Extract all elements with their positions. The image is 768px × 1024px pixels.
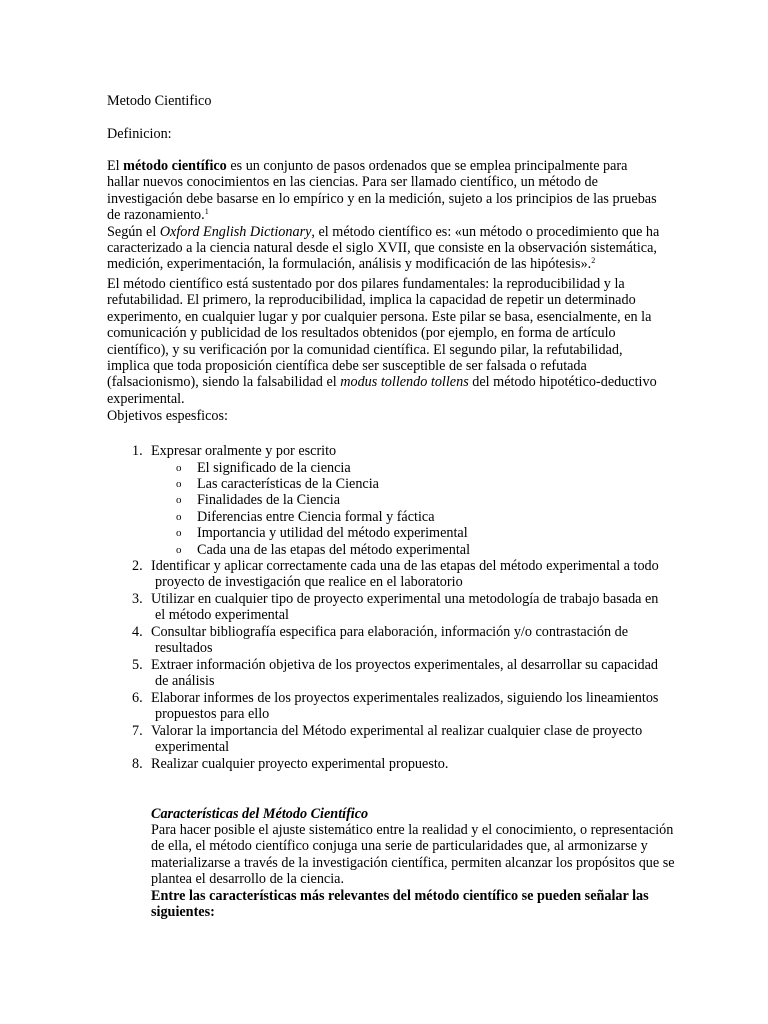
list-number: 2. — [132, 558, 143, 574]
list-item-text: Extraer información objetiva de los proyectos experimentales, al desarrollar su capacidad — [151, 657, 658, 673]
list-item-text: Consultar bibliografía especifica para elaboración, información y/o contrastación de — [151, 624, 629, 640]
caracteristicas-bold-text: Entre las características más relevantes del método científico se pueden señalar las siguientes: — [151, 888, 649, 921]
footnote-ref-1: 1 — [204, 207, 209, 217]
modus-tollendo-tollens: modus tollendo tollens — [340, 374, 469, 391]
list-item-text: Identificar y aplicar correctamente cada una de las etapas del método experimental a todo — [151, 558, 659, 574]
definition-paragraph — [107, 158, 662, 273]
para1-text-c: , el método científico es: «un método o procedimiento que ha caracterizado a la ciencia natural desde el siglo XVII, que consiste en la observación sistemática, medición, experimentación, la formulación, análisis y modificación de las hipótesis». — [107, 223, 660, 273]
caracteristicas-bold-intro — [151, 888, 681, 921]
list-number: 6. — [132, 690, 143, 706]
list-item-text-cont: proyecto de investigación que realice en el laboratorio — [155, 574, 463, 590]
para1-el: El — [107, 158, 124, 174]
list-number: 5. — [132, 657, 143, 673]
oxford-dictionary-ref: Oxford English Dictionary — [159, 223, 312, 240]
list-number: 3. — [132, 591, 143, 607]
caracteristicas-paragraph: Para hacer posible el ajuste sistemático entre la realidad y el conocimiento, o representación de ella, el método científico conjuga una serie de particularidades que, al armonizarse y materializarse a través de la investigación científica, permiten alcanzar los propósitos que se plantea el desarrollo de la ciencia. — [151, 822, 675, 888]
list-item-text: Elaborar informes de los proyectos experimentales realizados, siguiendo los lineamientos — [151, 690, 659, 706]
bullet-icon: o — [176, 494, 182, 506]
para2-text-b: del método hipotético-deductivo experimental. — [107, 374, 657, 407]
footnote-ref-2: 2 — [591, 256, 596, 266]
bullet-icon: o — [176, 527, 182, 539]
list-item-text-cont: resultados — [155, 640, 213, 656]
bullet-icon: o — [176, 478, 182, 490]
caracteristicas-heading — [151, 806, 681, 822]
list-item-text-cont: el método experimental — [155, 607, 289, 623]
sub-item-text: Importancia y utilidad del método experimental — [197, 525, 468, 541]
bullet-icon: o — [176, 511, 182, 523]
definicion-heading: Definicion: — [107, 126, 172, 142]
sub-item-text: Diferencias entre Ciencia formal y fáctica — [197, 509, 435, 525]
sub-item-text: Las características de la Ciencia — [197, 476, 379, 492]
list-item-text-cont: experimental — [155, 739, 230, 755]
list-item-text-cont: propuestos para ello — [155, 706, 270, 722]
caracteristicas-heading-text: Características del Método Científico — [151, 806, 369, 822]
bullet-icon: o — [176, 544, 182, 556]
list-item-text: Utilizar en cualquier tipo de proyecto experimental una metodología de trabajo basada en — [151, 591, 659, 607]
objetivos-heading: Objetivos espesficos: — [107, 408, 228, 424]
sub-item-text: Finalidades de la Ciencia — [197, 492, 341, 508]
list-number: 7. — [132, 723, 143, 739]
term-metodo-cientifico: método científico — [123, 158, 227, 174]
page-title: Metodo Cientifico — [107, 93, 212, 109]
list-number: 4. — [132, 624, 143, 640]
list-item-text-cont: de análisis — [155, 673, 215, 689]
list-item-text: Realizar cualquier proyecto experimental propuesto. — [151, 756, 449, 772]
list-number: 1. — [132, 443, 143, 459]
list-item-text: Expresar oralmente y por escrito — [151, 443, 337, 459]
para1-text-b: Según el — [107, 223, 160, 240]
list-item-text: Valorar la importancia del Método experimental al realizar cualquier clase de proyecto — [151, 723, 643, 739]
para2-text-a: El método científico está sustentado por dos pilares fundamentales: la reproducibilidad y la refutabilidad. El primero, la reproducibilidad, implica la capacidad de repetir un determinado experimento, en cualquier lugar y por cualquier persona. Este pilar se basa, esencialmente, en la comunicación y publicidad de los resultados obtenidos (por ejemplo, en forma de artículo científico), y su verificación por la comunidad científica. El segundo pilar, la refutabilidad, implica que toda proposición científica debe ser susceptible de ser falsada o refutada (falsacionismo), siendo la falsabilidad el — [107, 276, 652, 391]
bullet-icon: o — [176, 462, 182, 474]
pillars-paragraph — [107, 276, 662, 407]
sub-item-text: El significado de la ciencia — [197, 460, 351, 476]
list-number: 8. — [132, 756, 143, 772]
sub-item-text: Cada una de las etapas del método experimental — [197, 542, 471, 558]
para1-text-a: es un conjunto de pasos ordenados que se emplea principalmente para hallar nuevos conocimientos en las ciencias. Para ser llamado científico, un método de investigación debe basarse en lo empírico y en la medición, sujeto a los principios de las pruebas de razonamiento. — [107, 158, 657, 224]
